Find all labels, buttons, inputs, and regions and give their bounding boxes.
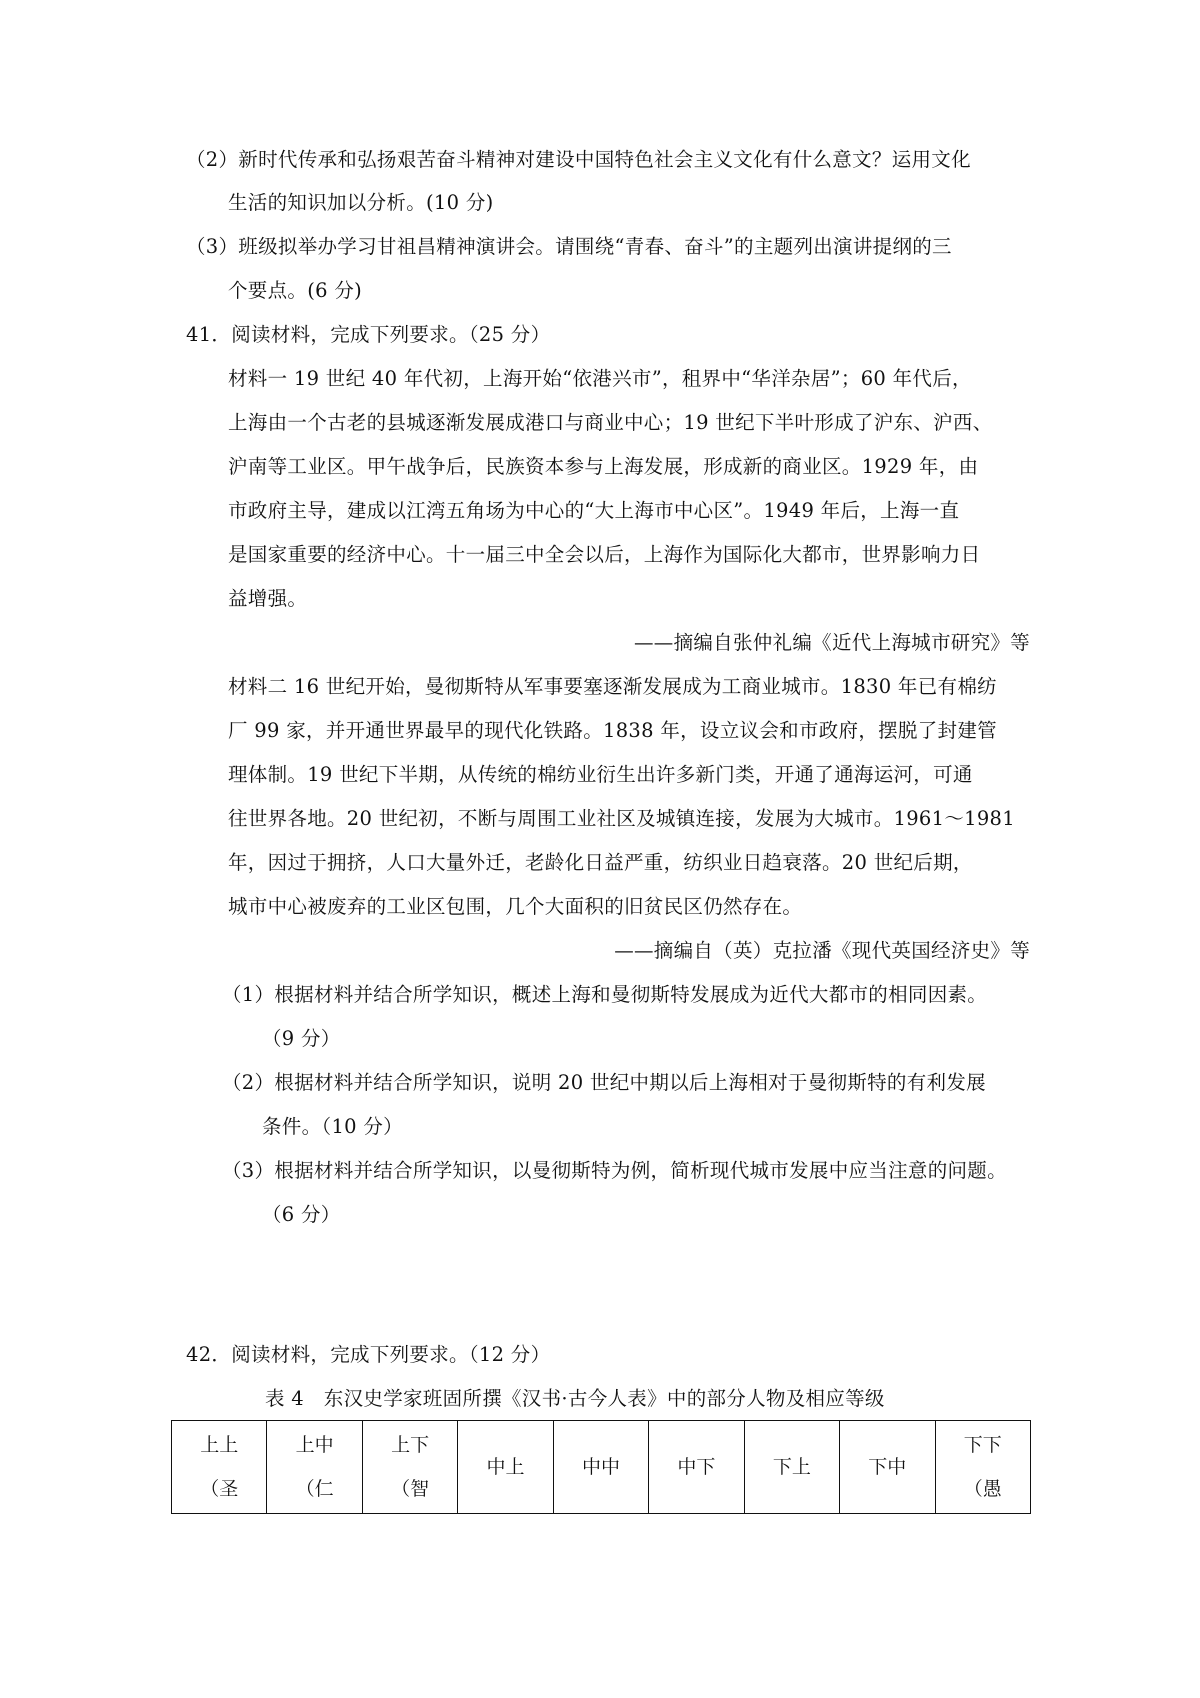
- material-2-line2: 厂 99 家，并开通世界最早的现代化铁路。1838 年，设立议会和市政府，摆脱了封建管: [228, 719, 997, 742]
- grade-cell: 中下: [649, 1421, 744, 1514]
- material-1-line2: 上海由一个古老的县城逐渐发展成港口与商业中心；19 世纪下半叶形成了沪东、沪西、: [228, 411, 993, 434]
- table-row: [172, 1421, 1031, 1514]
- question-40-2-line1: （2）新时代传承和弘扬艰苦奋斗精神对建设中国特色社会主义文化有什么意文？运用文化: [186, 148, 971, 171]
- question-40-2-line2: 生活的知识加以分析。(10 分): [228, 191, 494, 214]
- grade-cell: 下上: [744, 1421, 839, 1514]
- material-2-line6: 城市中心被废弃的工业区包围，几个大面积的旧贫民区仍然存在。: [228, 895, 803, 918]
- question-40-3-line2: 个要点。(6 分): [228, 279, 363, 302]
- grade-cell: 中上: [458, 1421, 553, 1514]
- grade-cell: 中中: [553, 1421, 648, 1514]
- question-41-heading: 41．阅读材料，完成下列要求。（25 分）: [186, 323, 551, 346]
- grade-cell: 下下 （愚: [935, 1421, 1031, 1514]
- material-2-line5: 年，因过于拥挤，人口大量外迁，老龄化日益严重，纺织业日趋衰落。20 世纪后期，: [228, 851, 973, 874]
- material-2-line3: 理体制。19 世纪下半期，从传统的棉纺业衍生出许多新门类，开通了通海运河，可通: [228, 763, 973, 786]
- grade-cell: 上中 （仁: [267, 1421, 362, 1514]
- material-1-line3: 沪南等工业区。甲午战争后，民族资本参与上海发展，形成新的商业区。1929 年，由: [228, 455, 979, 478]
- question-41-2-line1: （2）根据材料并结合所学知识，说明 20 世纪中期以后上海相对于曼彻斯特的有利发展: [222, 1071, 986, 1094]
- material-2-line4: 往世界各地。20 世纪初，不断与周围工业社区及城镇连接，发展为大城市。1961～1981: [228, 807, 1015, 830]
- question-41-1-line1: （1）根据材料并结合所学知识，概述上海和曼彻斯特发展成为近代大都市的相同因素。: [222, 983, 988, 1006]
- material-1-line1: 材料一 19 世纪 40 年代初，上海开始“依港兴市”，租界中“华洋杂居”；60 年代后，: [228, 367, 972, 390]
- question-40-3-line1: （3）班级拟举办学习甘祖昌精神演讲会。请围绕“青春、奋斗”的主题列出演讲提纲的三: [186, 235, 952, 258]
- table-caption: 表 4 东汉史学家班固所撰《汉书·古今人表》中的部分人物及相应等级: [265, 1387, 885, 1410]
- material-1-source: ——摘编自张仲礼编《近代上海城市研究》等: [633, 631, 1030, 654]
- question-41-2-line2: 条件。（10 分）: [262, 1115, 403, 1138]
- question-41-1-line2: （9 分）: [262, 1027, 341, 1050]
- question-41-3-line1: （3）根据材料并结合所学知识，以曼彻斯特为例，简析现代城市发展中应当注意的问题。: [222, 1159, 1007, 1182]
- material-2-line1: 材料二 16 世纪开始，曼彻斯特从军事要塞逐渐发展成为工商业城市。1830 年已有棉纺: [228, 675, 997, 698]
- grade-cell: 上上 （圣: [172, 1421, 267, 1514]
- grade-cell: 下中: [840, 1421, 935, 1514]
- question-42-heading: 42．阅读材料，完成下列要求。（12 分）: [186, 1343, 551, 1366]
- material-1-line4: 市政府主导，建成以江湾五角场为中心的“大上海市中心区”。1949 年后，上海一直: [228, 499, 960, 522]
- question-41-3-line2: （6 分）: [262, 1203, 341, 1226]
- material-2-source: ——摘编自（英）克拉潘《现代英国经济史》等: [614, 939, 1030, 962]
- material-1-line5: 是国家重要的经济中心。十一届三中全会以后，上海作为国际化大都市，世界影响力日: [228, 543, 981, 566]
- grade-cell: 上下 （智: [362, 1421, 457, 1514]
- material-1-line6: 益增强。: [228, 587, 308, 610]
- grades-table: [171, 1420, 1031, 1514]
